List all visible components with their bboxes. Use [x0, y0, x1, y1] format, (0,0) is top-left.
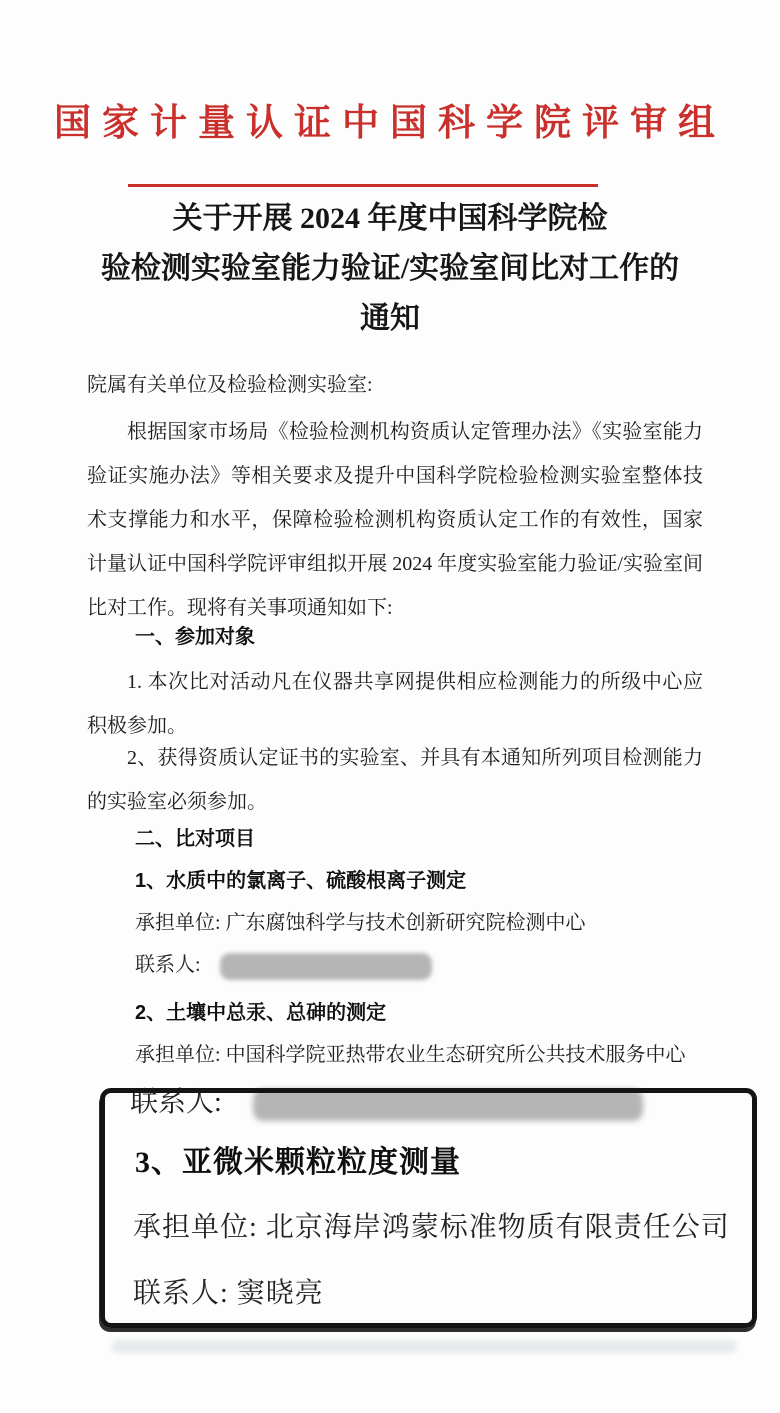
project2-undertaker-row: [135, 1038, 686, 1067]
faded-text-remnant: [112, 1340, 737, 1353]
section1-heading: 一、参加对象: [135, 626, 255, 648]
project3-title: 3、亚微米颗粒粒度测量: [135, 1146, 461, 1179]
project1-undertaker-row: [135, 906, 586, 935]
project2-undertaker-label: 承担单位:: [135, 1044, 221, 1066]
org-header-red-title: 国家计量认证中国科学院评审组: [54, 103, 726, 144]
project1-title: 1、水质中的氯离子、硫酸根离子测定: [135, 870, 467, 892]
notice-title-line2: 验检测实验室能力验证/实验室间比对工作的: [100, 252, 680, 285]
project1-contact-label: 联系人:: [135, 954, 201, 976]
project1-undertaker-value: 广东腐蚀科学与技术创新研究院检测中心: [225, 912, 586, 934]
notice-title-line1: 关于开展 2024 年度中国科学院检: [172, 202, 608, 235]
project1-contact-row: [135, 948, 432, 980]
intro-paragraph: 根据国家市场局《检验检测机构资质认定管理办法》《实验室能力验证实施办法》等相关要求及提升中国科学院检验检测实验室整体技术支撑能力和水平，保障检验检测机构资质认定工作的有效性，国家计量认证中国科学院评审组拟开展 2024 年度实验室能力验证/实验室间比对工作。现将有关事项通知如下:: [87, 421, 703, 619]
section1-item2: 2、获得资质认定证书的实验室、并具有本通知所列项目检测能力的实验室必须参加。: [87, 747, 703, 813]
project3-contact-value: 窦晓亮: [236, 1278, 324, 1309]
notice-title-line3: 通知: [360, 302, 420, 335]
red-divider-line: [128, 184, 598, 187]
project2-contact-label: 联系人:: [130, 1087, 222, 1118]
project3-contact-row: [133, 1271, 324, 1311]
project2-title: 2、土壤中总汞、总砷的测定: [135, 1002, 387, 1024]
redacted-contact-blur: [220, 953, 432, 980]
project2-undertaker-value: 中国科学院亚热带农业生态研究所公共技术服务中心: [225, 1044, 686, 1066]
salutation-line: 院属有关单位及检验检测实验室:: [87, 374, 373, 396]
project3-undertaker-label: 承担单位:: [133, 1212, 258, 1243]
project3-undertaker-row: [133, 1205, 730, 1245]
section2-heading: 二、比对项目: [135, 828, 255, 850]
section1-item1: 1. 本次比对活动凡在仪器共享网提供相应检测能力的所级中心应积极参加。: [87, 671, 703, 737]
project3-contact-label: 联系人:: [133, 1278, 229, 1309]
highlight-box: [100, 1088, 757, 1328]
project3-undertaker-value: 北京海岸鸿蒙标准物质有限责任公司: [265, 1212, 730, 1243]
project1-undertaker-label: 承担单位:: [135, 912, 221, 934]
notice-title: [40, 194, 740, 344]
